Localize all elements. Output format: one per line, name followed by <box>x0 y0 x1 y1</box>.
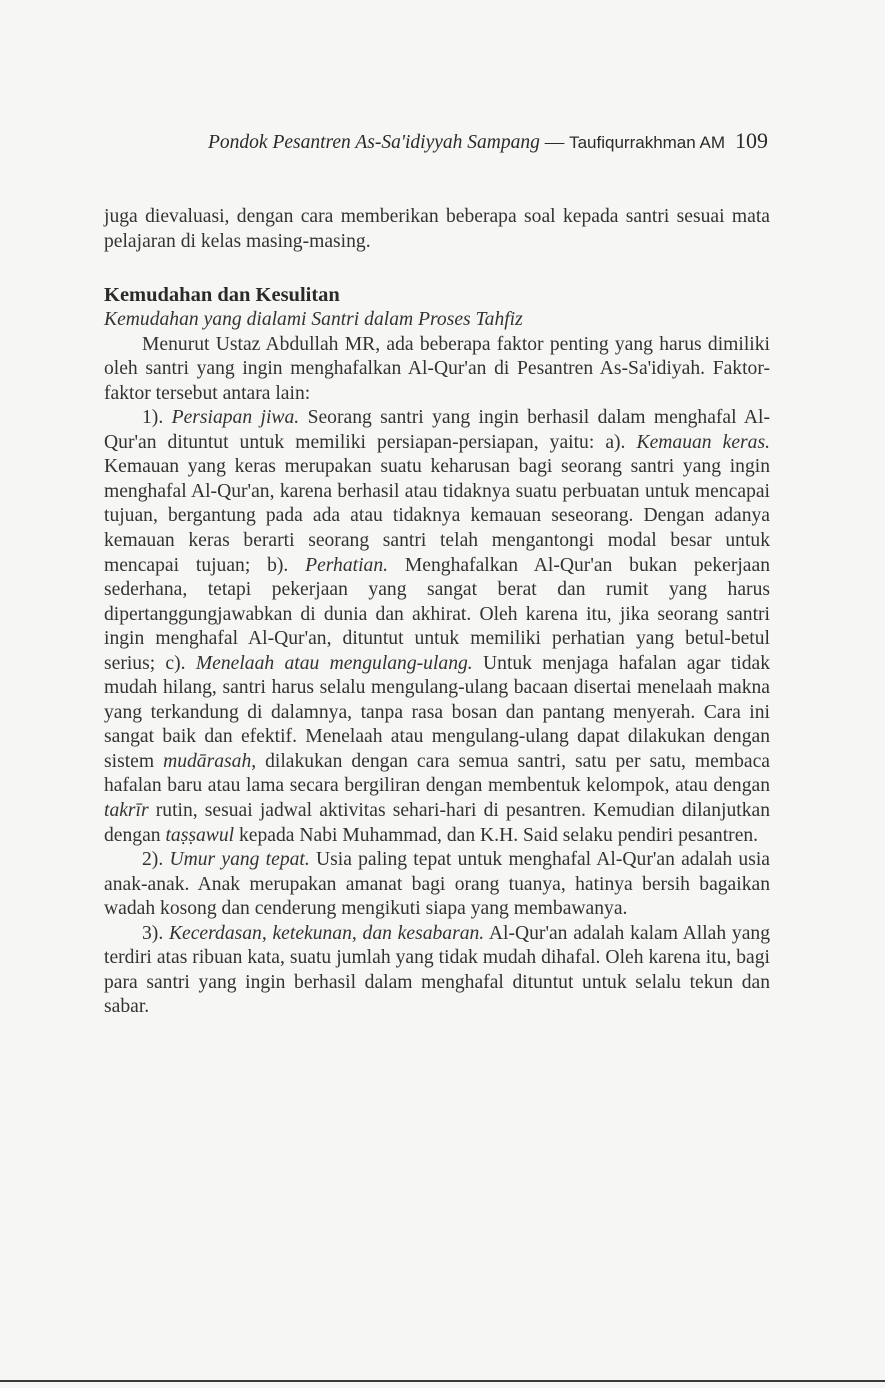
item-text: Untuk menjaga hafalan agar tidak mudah hilang, santri harus selalu mengulang-ulang bacaan disertai menelaah makna yang terkandung di dalamnya, tanpa rasa bosan dan pantang menyerah. Cara ini sangat baik dan efektif. Menelaah atau mengulang-ulang dapat dilakukan dengan sistem <box>104 652 771 772</box>
page-edge-line <box>0 1380 885 1382</box>
page-number: 109 <box>735 128 768 153</box>
sub-heading: Kemudahan yang dialami Santri dalam Proses Tahfiz <box>104 309 523 331</box>
item-text: Menghafalkan Al-Qur'an bukan pekerjaan sederhana, tetapi pekerjaan yang sangat berat dan rumit yang harus dipertanggungjawabkan di dunia dan akhirat. Oleh karena itu, jika seorang santri ingin menghafal Al-Qur'an, dituntut untuk memiliki perhatian yang betul-betul serius; c). <box>104 554 770 674</box>
term-perhatian: Perhatian. <box>305 554 389 576</box>
item-text: Al-Qur'an adalah kalam Allah yang terdiri atas ribuan kata, suatu jumlah yang tidak mudah dihafal. Oleh karena itu, bagi para santri yang ingin berhasil dalam menghafal dituntut untuk selalu tekun dan sabar. <box>104 922 770 1018</box>
list-item-umur-yang-tepat <box>104 848 770 922</box>
term-mudarasah: mudārasah <box>163 750 252 772</box>
running-title: Pondok Pesantren As-Sa'idiyyah Sampang <box>208 132 540 153</box>
paragraph-factors-intro: Menurut Ustaz Abdullah MR, ada beberapa faktor penting yang harus dimiliki oleh santri yang ingin menghafalkan Al-Qur'an di Pesantren As-Sa'idiyah. Faktor-faktor tersebut antara lain: <box>104 333 770 404</box>
term-kecerdasan: Kecerdasan, ketekunan, dan kesabaran. <box>168 922 485 944</box>
term-menelaah: Menelaah atau mengulang-ulang. <box>195 652 473 674</box>
list-item-persiapan-jiwa <box>104 406 770 848</box>
item-text: Usia paling tepat untuk menghafal Al-Qur'an adalah usia anak-anak. Anak merupakan amanat bagi orang tuanya, hatinya bersih bagaikan wadah kosong dan cenderung mengikuti siapa yang membawanya. <box>104 849 770 920</box>
item-text: rutin, sesuai jadwal aktivitas sehari-hari di pesantren. Kemudian dilanjutkan dengan <box>104 800 770 846</box>
header-author: Taufiqurrakhman AM <box>569 133 725 152</box>
item-text: Seorang santri yang ingin berhasil dalam menghafal Al-Qur'an dituntut untuk memiliki persiapan-persiapan, yaitu: a). <box>104 407 770 453</box>
list-item-kecerdasan <box>104 922 770 1020</box>
term-takrir: takrīr <box>104 800 149 822</box>
intro-paragraph: juga dievaluasi, dengan cara memberikan beberapa soal kepada santri sesuai mata pelajaran di kelas masing-masing. <box>104 206 770 252</box>
item-text: , dilakukan dengan cara semua santri, satu per satu, membaca hafalan baru atau lama secara bergiliran dengan membentuk kelompok, atau dengan <box>104 750 770 797</box>
item-number: 3). <box>142 922 169 944</box>
item-text: Kemauan yang keras merupakan suatu keharusan bagi seorang santri yang ingin menghafal Al-Qur'an, karena berhasil atau tidaknya suatu perbuatan untuk mencapai tujuan, bergantung pada ada atau tidaknya kemauan seseorang. Dengan adanya kemauan keras berarti seorang santri telah mengantongi modal besar untuk mencapai tujuan; b). <box>104 456 770 576</box>
header-separator: — <box>539 132 570 153</box>
section-heading: Kemudahan dan Kesulitan <box>104 284 340 307</box>
term-umur-yang-tepat: Umur yang tepat. <box>169 849 310 871</box>
term-persiapan-jiwa: Persiapan jiwa. <box>171 407 300 429</box>
term-tawasul: taṣṣawul <box>165 824 235 846</box>
item-number: 1). <box>142 407 172 429</box>
running-header <box>100 128 768 156</box>
item-text: kepada Nabi Muhammad, dan K.H. Said selaku pendiri pesantren. <box>234 824 759 846</box>
body-text <box>104 205 770 1020</box>
term-kemauan-keras: Kemauan keras. <box>636 431 770 453</box>
item-number: 2). <box>142 849 170 871</box>
